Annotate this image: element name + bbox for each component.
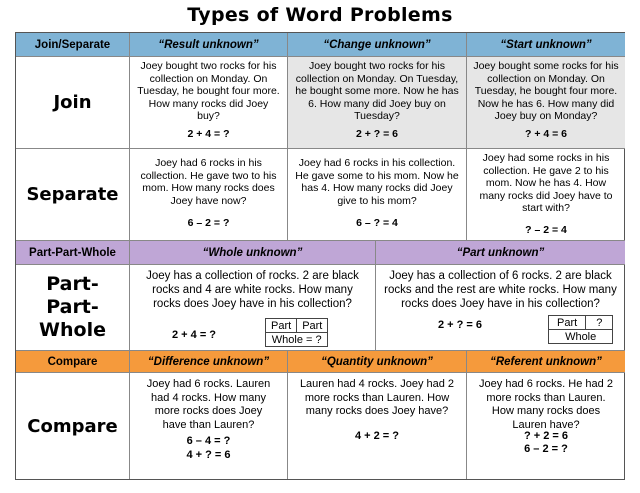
header-referent-unknown: “Referent unknown” — [467, 351, 625, 373]
part-whole-box — [265, 318, 328, 347]
problem-text: Joey had 6 rocks. Lauren had 4 rocks. How many more rocks does Joey have than Lauren? — [146, 378, 271, 431]
row-label-join: Join — [16, 57, 130, 149]
header-result-unknown: “Result unknown” — [130, 33, 288, 57]
equation: 6 – ? = 4 — [356, 217, 398, 229]
row-label-compare: Compare — [16, 373, 130, 479]
label-line: Part- — [46, 296, 99, 318]
row-label-separate: Separate — [16, 149, 130, 241]
equation: 2 + ? = 6 — [355, 128, 399, 140]
row-label-part-part-whole — [16, 265, 130, 351]
equation: 4 + ? = 6 — [186, 449, 231, 461]
header-part-part-whole: Part-Part-Whole — [16, 241, 130, 265]
problem-text: Joey had some rocks in his collection. He gave 2 to his mom. Now he has 4. How many rocks did Joey have to start with? — [479, 152, 613, 215]
header-join-separate: Join/Separate — [16, 33, 130, 57]
equation: 6 – 2 = ? — [187, 217, 230, 229]
problem-text: Joey had 6 rocks. He had 2 more rocks than Lauren. How many rocks does Lauren have? — [479, 378, 613, 431]
part-cell: Part — [549, 316, 586, 330]
part-cell: ? — [586, 316, 613, 330]
label-line: Whole — [39, 319, 106, 341]
header-compare: Compare — [16, 351, 130, 373]
equation: 6 – 4 = ? — [186, 435, 231, 447]
problem-text: Joey has a collection of rocks. 2 are black rocks and 4 are white rocks. How many rocks does Joey have in his collection? — [146, 270, 359, 310]
whole-unknown-cell — [130, 265, 376, 351]
separate-change-unknown-cell — [288, 149, 467, 241]
equation: ? + 2 = 6 — [523, 430, 569, 442]
equation: ? – 2 = 4 — [525, 224, 567, 236]
page-title: Types of Word Problems — [187, 4, 453, 26]
header-part-unknown: “Part unknown” — [376, 241, 625, 265]
compare-difference-unknown-cell — [130, 373, 288, 479]
header-quantity-unknown: “Quantity unknown” — [288, 351, 467, 373]
problem-text: Joey had 6 rocks in his collection. He gave some to his mom. Now he has 4. How many rocks did Joey give to his mom? — [295, 157, 459, 207]
equation: 2 + 4 = ? — [172, 329, 217, 341]
join-start-unknown-cell — [467, 57, 625, 149]
part-cell: Part — [297, 319, 328, 333]
header-start-unknown: “Start unknown” — [467, 33, 625, 57]
problem-text: Joey bought two rocks for his collection on Monday. On Tuesday, he bought four more. How many rocks did Joey buy? — [137, 60, 280, 123]
whole-cell: Whole — [549, 330, 613, 344]
part-cell: Part — [266, 319, 297, 333]
join-change-unknown-cell — [288, 57, 467, 149]
join-result-unknown-cell — [130, 57, 288, 149]
part-whole-box — [548, 315, 613, 344]
problem-text: Joey had 6 rocks in his collection. He gave two to his mom. How many rocks does Joey have now? — [140, 157, 277, 207]
equation: ? + 4 = 6 — [524, 128, 568, 140]
equation: 4 + 2 = ? — [354, 430, 400, 442]
label-line: Part- — [46, 273, 99, 295]
header-whole-unknown: “Whole unknown” — [130, 241, 376, 265]
equation: 6 – 2 = ? — [524, 443, 568, 455]
separate-start-unknown-cell — [467, 149, 625, 241]
problem-text: Joey bought two rocks for his collection on Monday. On Tuesday, he bought some more. Now he has 6. How many did Joey buy on Tuesday? — [295, 60, 459, 123]
part-unknown-cell — [376, 265, 625, 351]
problem-text: Joey has a collection of 6 rocks. 2 are black rocks and the rest are white rocks. How many rocks does Joey have in his collection? — [384, 270, 617, 310]
problem-text: Joey bought some rocks for his collection on Monday. On Tuesday, he bought four more. Now he has 6. How many did Joey buy on Monday? — [473, 60, 619, 123]
problem-text: Lauren had 4 rocks. Joey had 2 more rocks than Lauren. How many rocks does Joey have? — [299, 378, 455, 417]
word-problems-table — [15, 32, 625, 480]
header-difference-unknown: “Difference unknown” — [130, 351, 288, 373]
compare-quantity-unknown-cell — [288, 373, 467, 479]
equation: 2 + 4 = ? — [187, 128, 230, 140]
whole-cell: Whole = ? — [266, 333, 328, 347]
equation: 2 + ? = 6 — [438, 319, 483, 331]
compare-referent-unknown-cell — [467, 373, 625, 479]
separate-result-unknown-cell — [130, 149, 288, 241]
header-change-unknown: “Change unknown” — [288, 33, 467, 57]
